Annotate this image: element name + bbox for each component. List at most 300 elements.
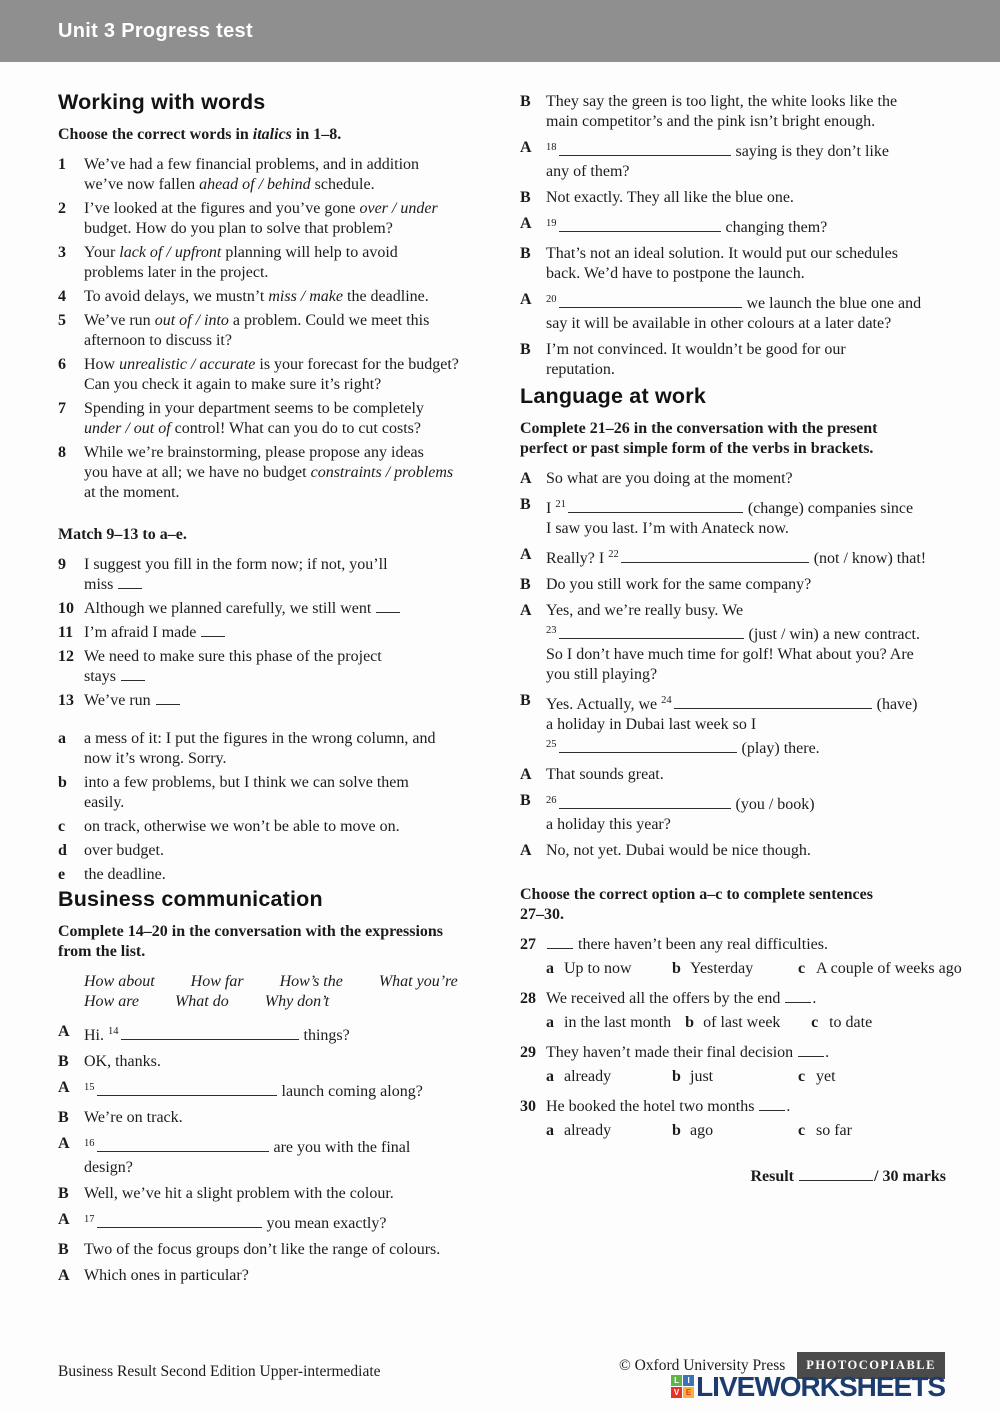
dialogue-line <box>520 575 946 595</box>
option-letter: b <box>672 1068 681 1085</box>
dialogue-text <box>84 1108 491 1128</box>
option-text: Yesterday <box>690 960 754 977</box>
italic-text-segment: constraints / problems <box>310 464 454 481</box>
mcq-options <box>546 1121 946 1141</box>
dialogue-text <box>546 575 946 595</box>
answer-blank[interactable] <box>376 600 400 613</box>
item-number: 8 <box>58 444 66 461</box>
dialogue-line <box>520 601 946 685</box>
text-segment: We’re on track. <box>84 1109 183 1126</box>
text-segment: a problem. Could we meet this <box>228 312 430 329</box>
dialogue-text <box>546 841 946 861</box>
dialogue-14-17 <box>58 1022 491 1286</box>
answer-option <box>58 729 491 769</box>
text-segment: the deadline. <box>84 866 166 883</box>
expression: What you’re <box>378 973 458 990</box>
dialogue-text <box>546 545 946 569</box>
text-segment: control! What can you do to cut costs? <box>170 420 421 437</box>
option-text: Up to now <box>564 960 632 977</box>
dialogue-text <box>546 188 946 208</box>
dialogue-line <box>58 1184 491 1204</box>
dialogue-line <box>520 138 946 182</box>
answer-blank[interactable] <box>785 990 811 1003</box>
dialogue-text <box>546 214 946 238</box>
expression: How about <box>84 973 155 990</box>
blank-number-superscript: 17 <box>84 1214 95 1225</box>
text-segment: Two of the focus groups don’t like the range of colours. <box>84 1241 441 1258</box>
mcq-item <box>520 989 946 1033</box>
answer-option <box>58 841 491 861</box>
text-segment: That sounds great. <box>546 766 664 783</box>
dialogue-text <box>546 138 946 182</box>
option-text: A couple of weeks ago <box>816 960 962 977</box>
speaker-letter: B <box>520 341 531 358</box>
speaker-letter: A <box>520 215 532 232</box>
answer-blank[interactable] <box>621 550 809 563</box>
logo-square: E <box>683 1387 694 1398</box>
text-segment: While we’re brainstorming, please propose any ideas <box>84 444 424 461</box>
dialogue-line <box>58 1134 491 1178</box>
dialogue-line <box>520 691 946 759</box>
mcq-option[interactable] <box>685 1013 797 1033</box>
text-segment: . <box>812 990 817 1007</box>
mcq-option[interactable] <box>546 959 658 979</box>
text-segment: (have) <box>872 696 918 713</box>
text-segment: Hi. <box>84 1027 108 1044</box>
text-segment: a mess of it: I put the figures in the wrong column, and <box>84 730 436 747</box>
instruction-complete-14-20 <box>58 922 491 962</box>
answer-blank[interactable] <box>121 1027 299 1040</box>
answer-blank[interactable] <box>559 143 731 156</box>
answer-blank[interactable] <box>201 624 225 637</box>
text-segment: perfect or past simple form of the verbs in brackets. <box>520 440 874 457</box>
dialogue-text <box>546 495 946 539</box>
expression: What do <box>174 993 229 1010</box>
speaker-letter: A <box>58 1135 70 1152</box>
text-segment: He booked the hotel two months <box>546 1098 759 1115</box>
text-segment: planning will help to avoid <box>221 244 398 261</box>
answer-blank[interactable] <box>559 219 721 232</box>
logo-square: I <box>683 1375 694 1386</box>
option-text: of last week <box>703 1014 781 1031</box>
option-letter: a <box>546 960 554 977</box>
dialogue-line <box>58 1108 491 1128</box>
answer-blank[interactable] <box>798 1044 824 1057</box>
mcq-option[interactable] <box>546 1067 658 1087</box>
answer-blank[interactable] <box>121 668 145 681</box>
dialogue-21-26 <box>520 469 946 861</box>
dialogue-text <box>546 244 946 284</box>
dialogue-line <box>58 1078 491 1102</box>
mcq-option[interactable] <box>672 959 784 979</box>
dialogue-text <box>546 791 946 835</box>
item-number: 27 <box>520 936 536 953</box>
text-segment: schedule. <box>310 176 375 193</box>
numbered-item <box>58 399 491 439</box>
text-segment: on track, otherwise we won’t be able to move on. <box>84 818 400 835</box>
text-segment: (change) companies since <box>743 500 914 517</box>
dialogue-text <box>84 1240 491 1260</box>
speaker-letter: A <box>520 291 532 308</box>
answer-blank[interactable] <box>118 576 142 589</box>
speaker-letter: B <box>520 792 531 809</box>
numbered-item <box>58 311 491 351</box>
text-segment: over budget. <box>84 842 164 859</box>
text-segment: changing them? <box>721 219 828 236</box>
expression-row <box>84 972 491 992</box>
answer-blank[interactable] <box>559 796 731 809</box>
text-segment: I’m afraid I made <box>84 624 201 641</box>
option-letter: c <box>798 1122 806 1139</box>
blank-number-superscript: 15 <box>84 1082 95 1093</box>
stem-text <box>546 935 946 955</box>
item-number: 6 <box>58 356 66 373</box>
text-segment: I’m not convinced. It wouldn’t be good for our <box>546 341 846 358</box>
text-segment: easily. <box>84 794 125 811</box>
text-segment: (play) there. <box>737 740 820 757</box>
answer-blank[interactable] <box>759 1098 785 1111</box>
option-text: to date <box>829 1014 873 1031</box>
numbered-item <box>58 243 491 283</box>
stem-text <box>546 1043 946 1063</box>
mcq-option[interactable] <box>672 1067 784 1087</box>
answer-option <box>58 773 491 813</box>
dialogue-text <box>84 1210 491 1234</box>
dialogue-line <box>58 1022 491 1046</box>
text-segment: Choose the correct words in <box>58 126 253 143</box>
speaker-letter: A <box>58 1079 70 1096</box>
item-text <box>84 287 491 307</box>
mcq-options <box>546 1013 946 1033</box>
liveworksheets-logo[interactable] <box>671 1370 945 1402</box>
text-segment: back. We’d have to postpone the launch. <box>546 265 805 282</box>
italic-text-segment: unrealistic / accurate <box>119 356 256 373</box>
item-text <box>84 199 491 239</box>
mcq-option[interactable] <box>672 1121 784 1141</box>
text-segment: any of them? <box>546 163 630 180</box>
mcq-27-30 <box>520 935 962 1141</box>
text-segment: main competitor’s and the pink isn’t bright enough. <box>546 113 876 130</box>
text-segment: there haven’t been any real difficulties. <box>574 936 828 953</box>
liveworksheets-wordmark: LIVEWORKSHEETS <box>696 1370 945 1402</box>
option-letter: a <box>546 1068 554 1085</box>
mcq-stem <box>520 989 946 1009</box>
text-segment: Choose the correct option a–c to complete sentences <box>520 886 873 903</box>
text-segment: budget. How do you plan to solve that problem? <box>84 220 393 237</box>
speaker-letter: B <box>58 1053 69 1070</box>
italic-text-segment: over / under <box>359 200 438 217</box>
answer-text <box>84 729 491 769</box>
text-segment: design? <box>84 1159 133 1176</box>
dialogue-text <box>546 290 946 334</box>
instruction-match <box>58 525 491 545</box>
right-column <box>520 92 962 1292</box>
expression: How far <box>190 973 244 990</box>
text-segment: we launch the blue one and <box>742 295 922 312</box>
text-segment: (just / win) a new contract. <box>744 626 920 643</box>
mcq-option[interactable] <box>798 1121 852 1141</box>
text-segment: afternoon to discuss it? <box>84 332 232 349</box>
numbered-item <box>58 623 491 643</box>
text-segment: you mean exactly? <box>262 1215 387 1232</box>
dialogue-line <box>520 92 946 132</box>
text-segment: So what are you doing at the moment? <box>546 470 793 487</box>
text-segment: problems later in the project. <box>84 264 269 281</box>
option-text: already <box>564 1068 612 1085</box>
italic-text-segment: italics <box>252 126 292 143</box>
text-segment: They haven’t made their final decision <box>546 1044 798 1061</box>
answer-blank[interactable] <box>674 696 872 709</box>
mcq-option[interactable] <box>546 1121 658 1141</box>
expression-list <box>84 972 491 1012</box>
text-segment: We’ve run <box>84 692 155 709</box>
item-number: 12 <box>58 648 74 665</box>
text-segment: Not exactly. They all like the blue one. <box>546 189 794 206</box>
option-letter: a <box>546 1014 554 1031</box>
text-segment: say it will be available in other colours at a later date? <box>546 315 892 332</box>
numbered-item <box>58 647 491 687</box>
blank-number-superscript: 25 <box>546 739 557 750</box>
text-segment: I suggest you fill in the form now; if not, you’ll <box>84 556 388 573</box>
speaker-letter: A <box>58 1211 70 1228</box>
item-text <box>84 243 491 283</box>
expression: How are <box>84 993 139 1010</box>
mcq-option[interactable] <box>811 1013 872 1033</box>
instruction-complete-21-26 <box>520 419 946 459</box>
item-text <box>84 443 491 503</box>
blank-number-superscript: 16 <box>84 1138 95 1149</box>
item-text <box>84 355 491 395</box>
text-segment: So I don’t have much time for golf! What about you? Are <box>546 646 914 663</box>
mcq-stem <box>520 935 946 955</box>
item-number: 13 <box>58 692 74 709</box>
numbered-item <box>58 443 491 503</box>
text-segment: Complete 21–26 in the conversation with the present <box>520 420 878 437</box>
text-segment: miss <box>84 576 118 593</box>
numbered-item <box>58 555 491 595</box>
logo-square: V <box>671 1387 682 1398</box>
option-letter: b <box>672 1122 681 1139</box>
text-segment: They say the green is too light, the white looks like the <box>546 93 898 110</box>
answer-blank[interactable] <box>559 295 742 308</box>
text-segment: . <box>825 1044 830 1061</box>
item-number: 11 <box>58 624 74 641</box>
text-segment: launch coming along? <box>277 1083 423 1100</box>
expression-row <box>84 992 491 1012</box>
dialogue-line <box>520 545 946 569</box>
speaker-letter: B <box>58 1241 69 1258</box>
answers-a-e <box>58 729 491 885</box>
answer-letter: c <box>58 818 66 835</box>
photocopiable-badge: PHOTOCOPIABLE <box>797 1352 945 1379</box>
item-number: 7 <box>58 400 66 417</box>
answer-blank[interactable] <box>799 1168 873 1181</box>
stem-text <box>546 989 946 1009</box>
dialogue-line <box>520 841 946 861</box>
expression: Why don’t <box>264 993 330 1010</box>
text-segment: 27–30. <box>520 906 564 923</box>
text-segment: How <box>84 356 120 373</box>
answer-blank[interactable] <box>568 500 743 513</box>
speaker-letter: A <box>520 546 532 563</box>
item-text <box>84 555 491 595</box>
text-segment: I saw you last. I’m with Anateck now. <box>546 520 789 537</box>
text-segment: now it’s wrong. Sorry. <box>84 750 227 767</box>
answer-letter: a <box>58 730 66 747</box>
answer-blank[interactable] <box>559 626 744 639</box>
answer-blank[interactable] <box>97 1139 269 1152</box>
text-segment: from the list. <box>58 943 146 960</box>
text-segment: things? <box>299 1027 350 1044</box>
dialogue-line <box>520 765 946 785</box>
text-segment: (you / book) <box>731 796 815 813</box>
blank-number-superscript: 24 <box>661 695 672 706</box>
copyright-text: © Oxford University Press <box>618 1356 786 1374</box>
dialogue-line <box>520 290 946 334</box>
dialogue-line <box>520 244 946 284</box>
mcq-option[interactable] <box>798 959 962 979</box>
text-segment: saying is they don’t like <box>731 143 889 160</box>
text-segment: you still playing? <box>546 666 658 683</box>
answer-blank[interactable] <box>547 936 573 949</box>
option-text: in the last month <box>564 1014 672 1031</box>
text-segment: Match 9–13 to a–e. <box>58 526 187 543</box>
blank-number-superscript: 20 <box>546 294 557 305</box>
answer-letter: d <box>58 842 67 859</box>
option-letter: b <box>672 960 681 977</box>
section-heading-working-with-words: Working with words <box>58 90 266 114</box>
dialogue-line <box>520 340 946 380</box>
text-segment: We’ve had a few financial problems, and in addition <box>84 156 420 173</box>
item-number: 9 <box>58 556 66 573</box>
dialogue-line <box>520 214 946 238</box>
left-column <box>58 92 491 1292</box>
text-segment: you have at all; we have no budget <box>84 464 311 481</box>
footer-right <box>618 1352 945 1402</box>
logo-square: L <box>671 1375 682 1386</box>
item-text <box>84 155 491 195</box>
text-segment: / 30 marks <box>874 1168 946 1185</box>
italic-text-segment: out of / into <box>154 312 229 329</box>
item-text <box>84 399 491 439</box>
dialogue-text <box>546 601 946 685</box>
answer-text <box>84 841 491 861</box>
speaker-letter: A <box>520 766 532 783</box>
answer-blank[interactable] <box>97 1083 277 1096</box>
dialogue-text <box>546 469 946 489</box>
mcq-option[interactable] <box>798 1067 836 1087</box>
item-text <box>84 647 491 687</box>
dialogue-text <box>546 340 946 380</box>
speaker-letter: B <box>520 245 531 262</box>
speaker-letter: B <box>58 1109 69 1126</box>
answer-blank[interactable] <box>97 1215 262 1228</box>
speaker-letter: A <box>520 470 532 487</box>
option-text: just <box>690 1068 714 1085</box>
instruction-choose-option <box>520 885 946 925</box>
italic-text-segment: miss / make <box>268 288 343 305</box>
text-segment: We need to make sure this phase of the project <box>84 648 382 665</box>
numbered-item <box>58 599 491 619</box>
dialogue-line <box>58 1240 491 1260</box>
dialogue-line <box>520 469 946 489</box>
option-letter: c <box>811 1014 819 1031</box>
option-text: so far <box>816 1122 852 1139</box>
dialogue-text <box>84 1134 491 1178</box>
item-number: 5 <box>58 312 66 329</box>
mcq-item <box>520 1043 946 1087</box>
italic-text-segment: under / out of <box>84 420 171 437</box>
text-segment: Although we planned carefully, we still went <box>84 600 376 617</box>
numbered-item <box>58 691 491 711</box>
item-number: 3 <box>58 244 66 261</box>
item-number: 28 <box>520 990 536 1007</box>
speaker-letter: B <box>520 496 531 513</box>
dialogue-text <box>84 1266 491 1286</box>
mcq-stem <box>520 1097 946 1117</box>
answer-blank[interactable] <box>156 692 180 705</box>
mcq-option[interactable] <box>546 1013 671 1033</box>
header-bar <box>0 0 1000 62</box>
text-segment: OK, thanks. <box>84 1053 161 1070</box>
item-text <box>84 623 491 643</box>
items-9-13 <box>58 555 491 711</box>
dialogue-line <box>58 1052 491 1072</box>
option-letter: b <box>685 1014 695 1031</box>
instruction-choose-words <box>58 125 491 145</box>
section-heading-language-at-work: Language at work <box>520 384 706 408</box>
text-segment: are you with the final <box>269 1139 411 1156</box>
dialogue-18-20 <box>520 92 946 380</box>
text-segment: Yes, and we’re really busy. We <box>546 602 744 619</box>
text-segment: I <box>546 500 556 517</box>
text-segment: at the moment. <box>84 484 180 501</box>
speaker-letter: B <box>520 93 531 110</box>
speaker-letter: B <box>520 189 531 206</box>
dialogue-line <box>520 791 946 835</box>
item-text <box>84 691 491 711</box>
dialogue-text <box>84 1184 491 1204</box>
text-segment: the deadline. <box>343 288 429 305</box>
blank-number-superscript: 19 <box>546 218 557 229</box>
text-segment: To avoid delays, we mustn’t <box>84 288 269 305</box>
expression: How’s the <box>279 973 343 990</box>
blank-number-superscript: 21 <box>555 499 566 510</box>
page-title: Unit 3 Progress test <box>58 20 253 42</box>
text-segment: No, not yet. Dubai would be nice though. <box>546 842 811 859</box>
mcq-stem <box>520 1043 946 1063</box>
text-segment: a holiday this year? <box>546 816 671 833</box>
speaker-letter: B <box>520 576 531 593</box>
answer-text <box>84 773 491 813</box>
answer-option <box>58 817 491 837</box>
answer-blank[interactable] <box>559 740 737 753</box>
mcq-item <box>520 935 962 979</box>
item-text <box>84 599 491 619</box>
speaker-letter: A <box>520 602 532 619</box>
text-segment: in 1–8. <box>291 126 342 143</box>
dialogue-text <box>84 1052 491 1072</box>
dialogue-text <box>84 1078 491 1102</box>
item-number: 10 <box>58 600 74 617</box>
text-segment: a holiday in Dubai last week so I <box>546 716 757 733</box>
item-number: 29 <box>520 1044 536 1061</box>
text-segment: We received all the offers by the end <box>546 990 785 1007</box>
section-heading-business-communication: Business communication <box>58 887 323 911</box>
option-letter: c <box>798 960 806 977</box>
items-1-8 <box>58 155 491 503</box>
item-number: 2 <box>58 200 66 217</box>
